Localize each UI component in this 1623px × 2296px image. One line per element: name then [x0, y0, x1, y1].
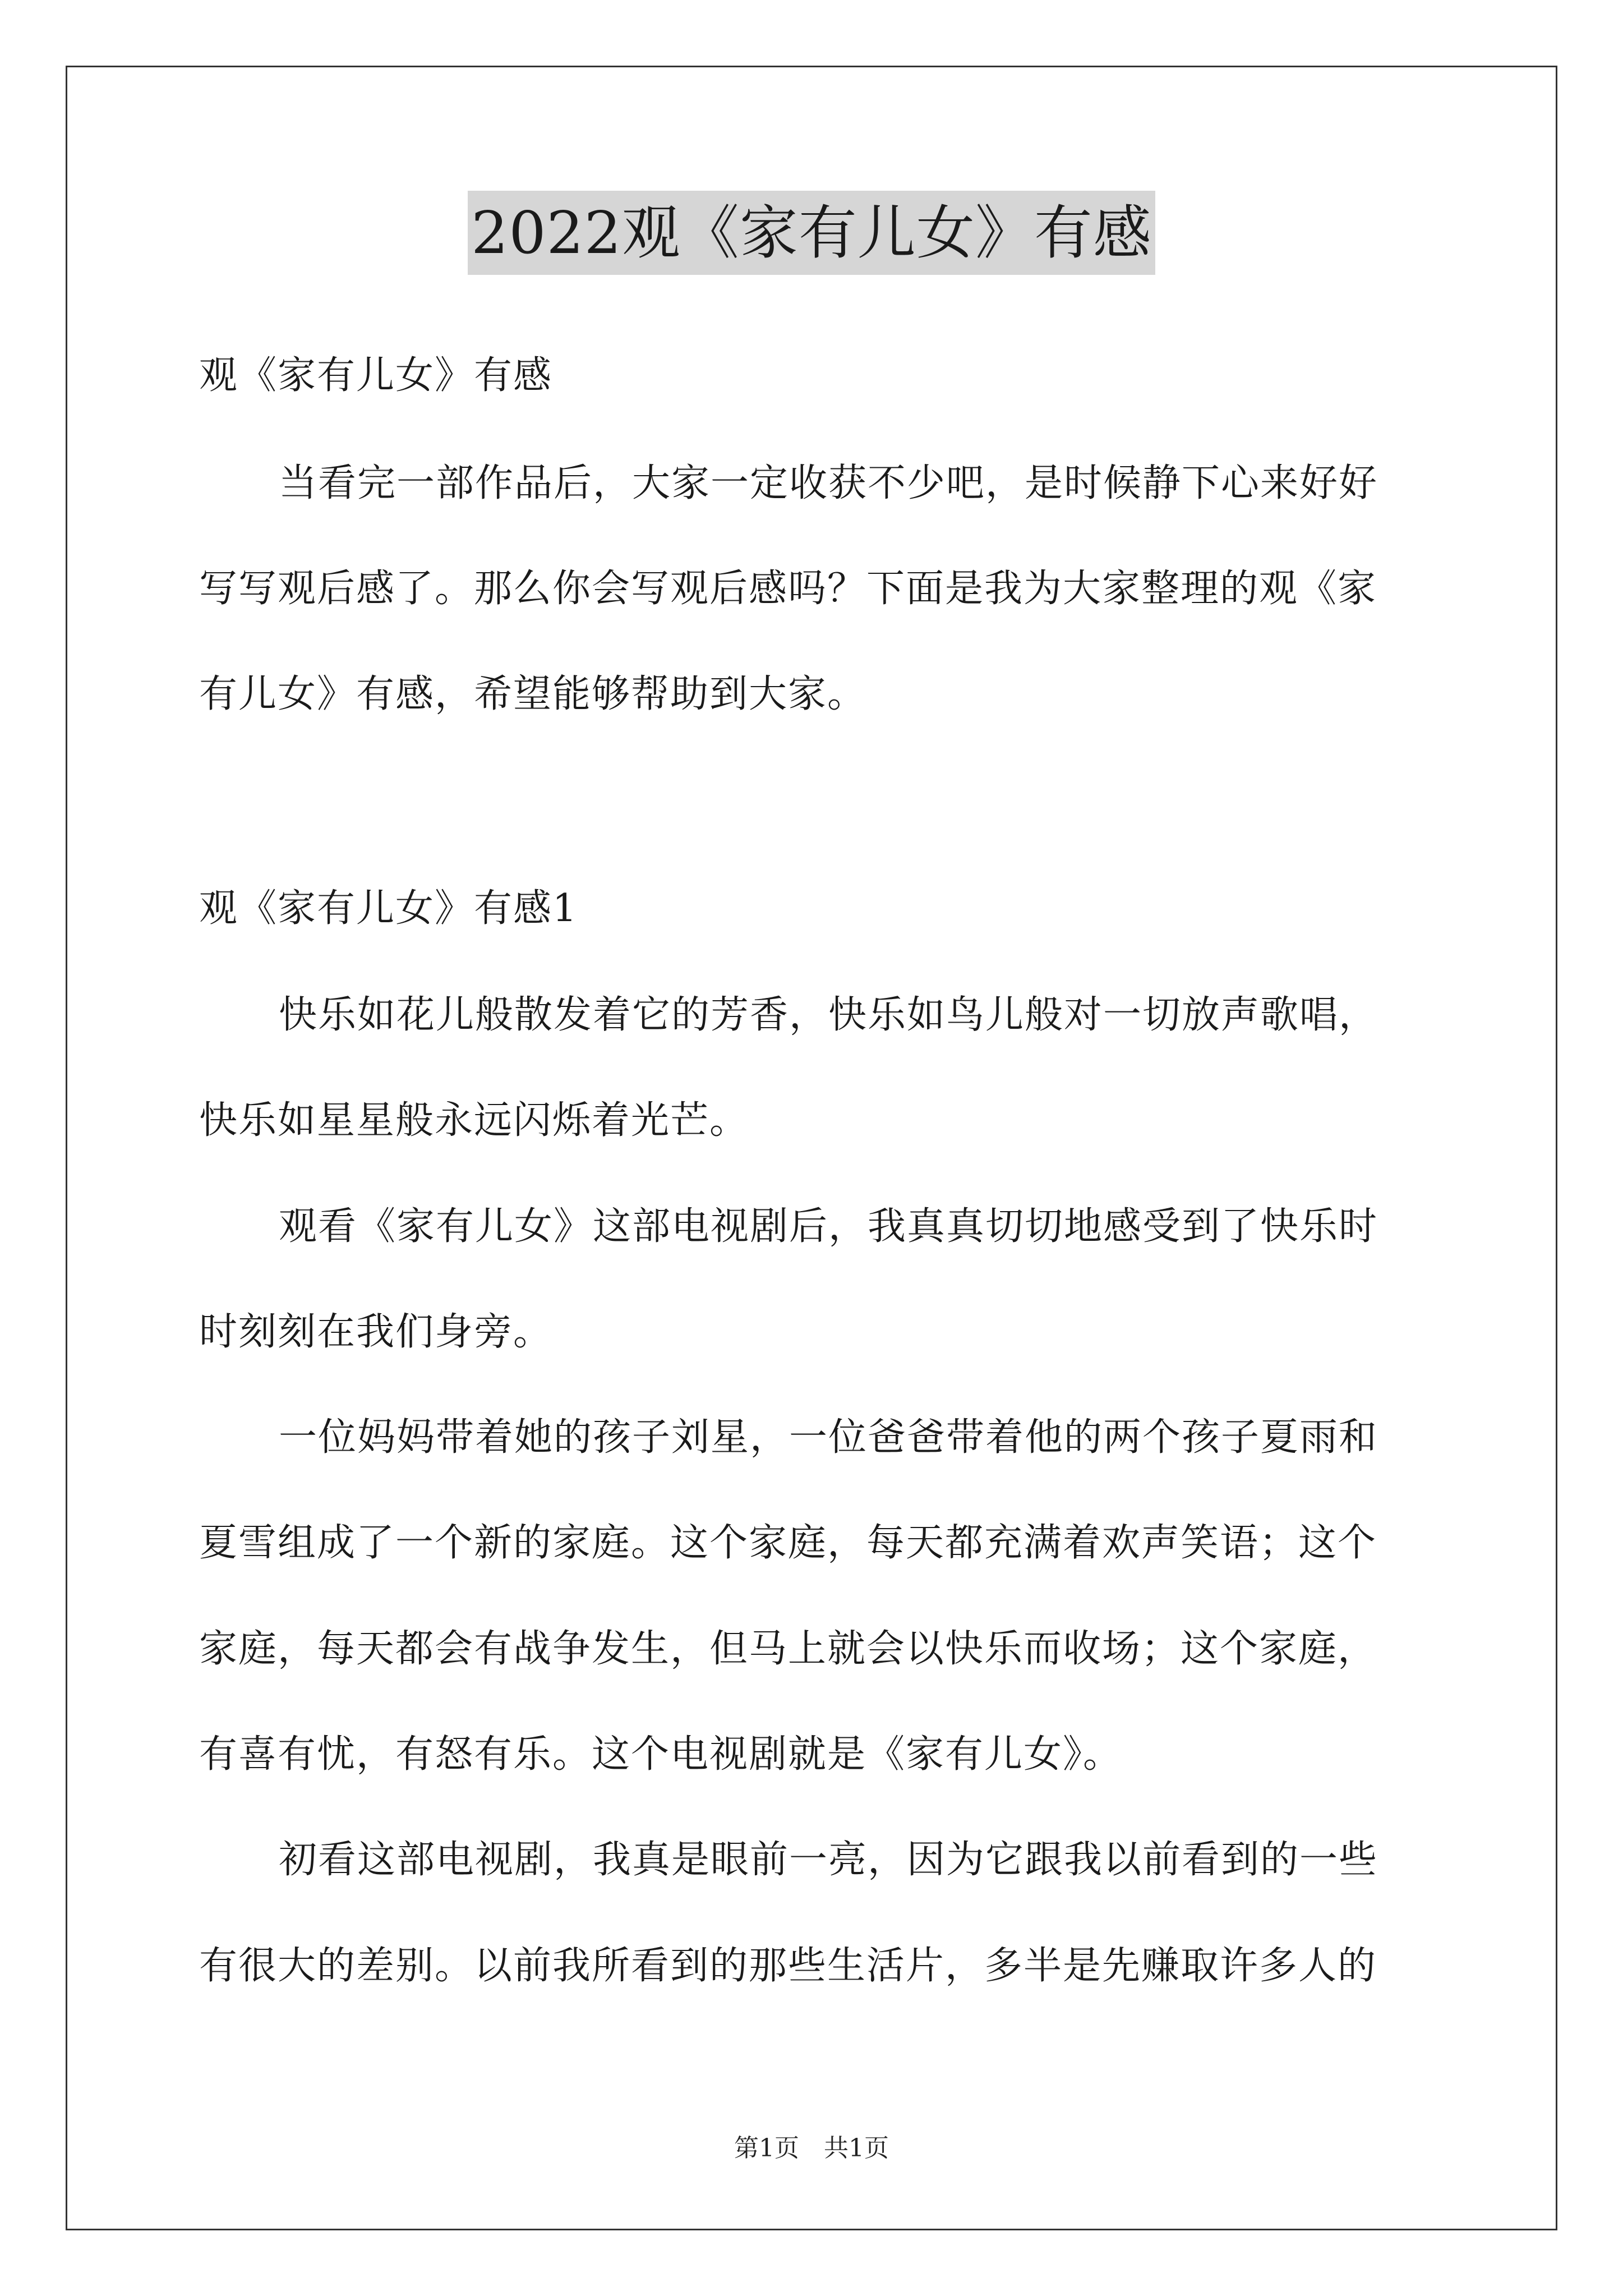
intro-line: 有儿女》有感，希望能够帮助到大家。	[199, 672, 867, 716]
paragraph-line: 初看这部电视剧，我真是眼前一亮，因为它跟我以前看到的一些	[279, 1838, 1378, 1882]
paragraph-line: 时刻刻在我们身旁。	[199, 1310, 553, 1354]
paragraph-line: 夏雪组成了一个新的家庭。这个家庭，每天都充满着欢声笑语；这个	[199, 1521, 1377, 1565]
paragraph-line: 快乐如星星般永远闪烁着光芒。	[199, 1098, 749, 1143]
title-container	[0, 191, 1623, 275]
document-title: 2022观《家有儿女》有感	[468, 191, 1155, 275]
paragraph-line: 有很大的差别。以前我所看到的那些生活片，多半是先赚取许多人的	[199, 1944, 1377, 1988]
paragraph-line: 快乐如花儿般散发着它的芳香，快乐如鸟儿般对一切放声歌唱，	[279, 993, 1378, 1037]
intro-line: 写写观后感了。那么你会写观后感吗？下面是我为大家整理的观《家	[199, 567, 1377, 611]
paragraph-line: 观看《家有儿女》这部电视剧后，我真真切切地感受到了快乐时	[279, 1204, 1378, 1249]
paragraph-line: 一位妈妈带着她的孩子刘星，一位爸爸带着他的两个孩子夏雨和	[279, 1415, 1378, 1460]
page-footer: 第1页 共1页	[734, 2134, 889, 2162]
subheading: 观《家有儿女》有感	[199, 353, 553, 398]
paragraph-line: 有喜有忧，有怒有乐。这个电视剧就是《家有儿女》。	[199, 1732, 1123, 1777]
intro-line: 当看完一部作品后，大家一定收获不少吧，是时候静下心来好好	[279, 461, 1378, 505]
section-heading: 观《家有儿女》有感1	[199, 886, 578, 931]
paragraph-line: 家庭，每天都会有战争发生，但马上就会以快乐而收场；这个家庭，	[199, 1627, 1377, 1671]
